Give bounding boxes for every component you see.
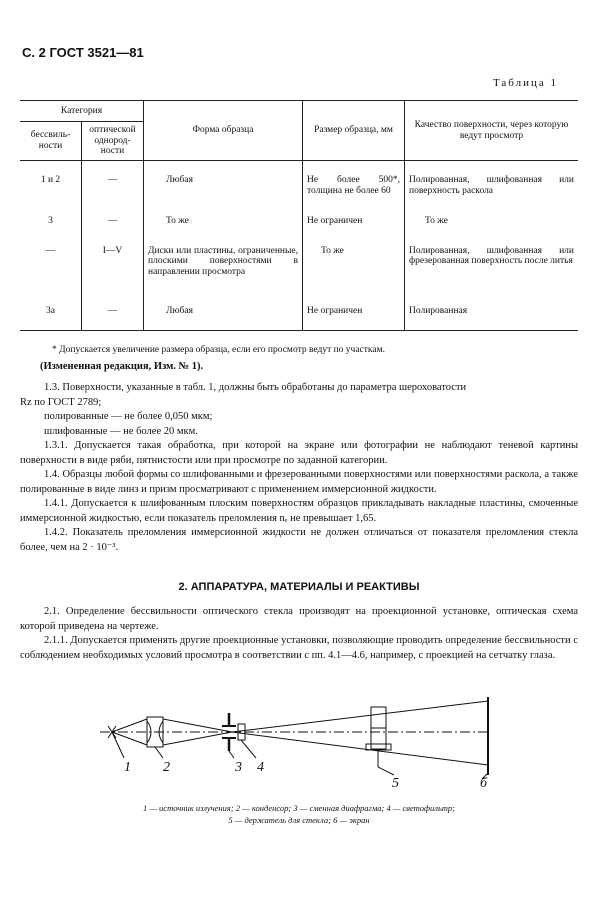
header-quality: Качество поверхности, через которую ведут просмотр — [405, 101, 579, 161]
label-4: 4 — [257, 760, 264, 775]
cell-quality: Полированная, шлифованная или поверхность раскола — [405, 161, 579, 213]
edition-note: (Измененная редакция, Изм. № 1). — [40, 361, 204, 372]
paragraph-line: полированные — не более 0,050 мкм; — [44, 411, 213, 422]
caption-line: 1 — источник излучения; 2 — конденсор; 3 — сменная диафрагма; 4 — светофильтр; — [143, 803, 455, 813]
paragraph-line: 1.3. Поверхности, указанные в табл. 1, должны быть обработаны до параметра шероховатости — [44, 382, 467, 393]
caption-line: 5 — держатель для стекла; 6 — экран — [228, 815, 370, 825]
cell-shape: Любая — [144, 161, 303, 213]
cell-homogeneity: — — [82, 303, 144, 331]
cell-size: Не ограничен — [303, 213, 405, 243]
samples-table — [20, 100, 578, 331]
label-3: 3 — [235, 760, 242, 775]
header-category: Категория — [20, 101, 144, 122]
table-row — [20, 161, 578, 213]
cell-size: Не более 500*, толщина не более 60 — [303, 161, 405, 213]
cell-homogeneity: — — [82, 161, 144, 213]
cell-shape: То же — [144, 213, 303, 243]
cell-quality: Полированная — [405, 303, 579, 331]
header-bubble: бессвиль-ности — [20, 122, 82, 161]
header-shape: Форма образца — [144, 101, 303, 161]
cell-size: То же — [303, 243, 405, 303]
cell-bubble: 1 и 2 — [40, 175, 61, 185]
cell-shape: Любая — [144, 303, 303, 331]
paragraph-line: шлифованные — не более 20 мкм. — [44, 425, 198, 437]
paragraph-1-4-1: 1.4.1. Допускается к шлифованным плоским поверхностям образцов прикладывать накладные пластины, смоченные иммерсионной жидкостью, если показатель преломления nₑ не превышает 1,65. — [20, 498, 578, 524]
section-2-text — [20, 605, 578, 663]
table-row — [20, 243, 578, 303]
paragraph-1-4: 1.4. Образцы любой формы со шлифованными и фрезерованными поверхностями или поверхностями раскола, а также полированные в виде линз и призм просматривают с применением иммерсионной жидкости. — [20, 469, 578, 495]
cell-shape: Диски или пластины, ограниченные, плоскими поверхностями в направлении просмотра — [144, 243, 303, 303]
footnote: * Допускается увеличение размера образца, если его просмотр ведут по участкам. — [52, 345, 385, 355]
cell-size: Не ограничен — [303, 303, 405, 331]
cell-homogeneity: — — [82, 213, 144, 243]
paragraph-1-4-2: 1.4.2. Показатель преломления иммерсионной жидкости не должен отличаться от показателя преломления стекла более, чем на 2 · 10⁻³. — [20, 527, 578, 553]
cell-homogeneity: I—V — [82, 243, 144, 303]
cell-quality: То же — [405, 213, 579, 243]
section-title: 2. АППАРАТУРА, МАТЕРИАЛЫ И РЕАКТИВЫ — [178, 581, 420, 593]
paragraph-1-3-1: 1.3.1. Допускается такая обработка, при которой на экране или фотографии не наблюдают теневой картины поверхности в виде ряби, пятнистости или при просмотре по заданной категории. — [20, 440, 578, 466]
cell-bubble: — — [45, 245, 56, 256]
paragraph-2-1-1: 2.1.1. Допускается применять другие проекционные установки, позволяющие проводить определение бессвильности с соблюдением необходимых условий просмотра в соответствии с пп. 4.1—4.6, например, с проекцией на сетчатку глаза. — [20, 635, 578, 661]
cell-quality: Полированная, шлифованная или фрезерованная поверхность после литья — [405, 243, 579, 303]
label-5: 5 — [392, 776, 399, 791]
cell-bubble: 3 — [48, 215, 53, 226]
label-2: 2 — [163, 760, 170, 775]
label-6: б — [480, 776, 488, 791]
figure-caption — [20, 802, 578, 826]
optical-scheme-diagram — [0, 695, 598, 800]
label-1: 1 — [124, 760, 131, 775]
cell-bubble: 3а — [20, 303, 82, 331]
header-homogeneity: оптической однород-ности — [82, 122, 144, 161]
table-row — [20, 303, 578, 331]
page-header: С. 2 ГОСТ 3521—81 — [22, 45, 144, 60]
paragraph-1-3 — [20, 381, 578, 555]
paragraph-2-1: 2.1. Определение бессвильности оптического стекла производят на проекционной установке, оптическая схема которой приведена на чертеже. — [20, 606, 578, 632]
table-label: Таблица 1 — [492, 77, 558, 89]
header-size: Размер образца, мм — [303, 101, 405, 161]
table-row — [20, 213, 578, 243]
paragraph-line: Rz по ГОСТ 2789; — [20, 396, 102, 408]
